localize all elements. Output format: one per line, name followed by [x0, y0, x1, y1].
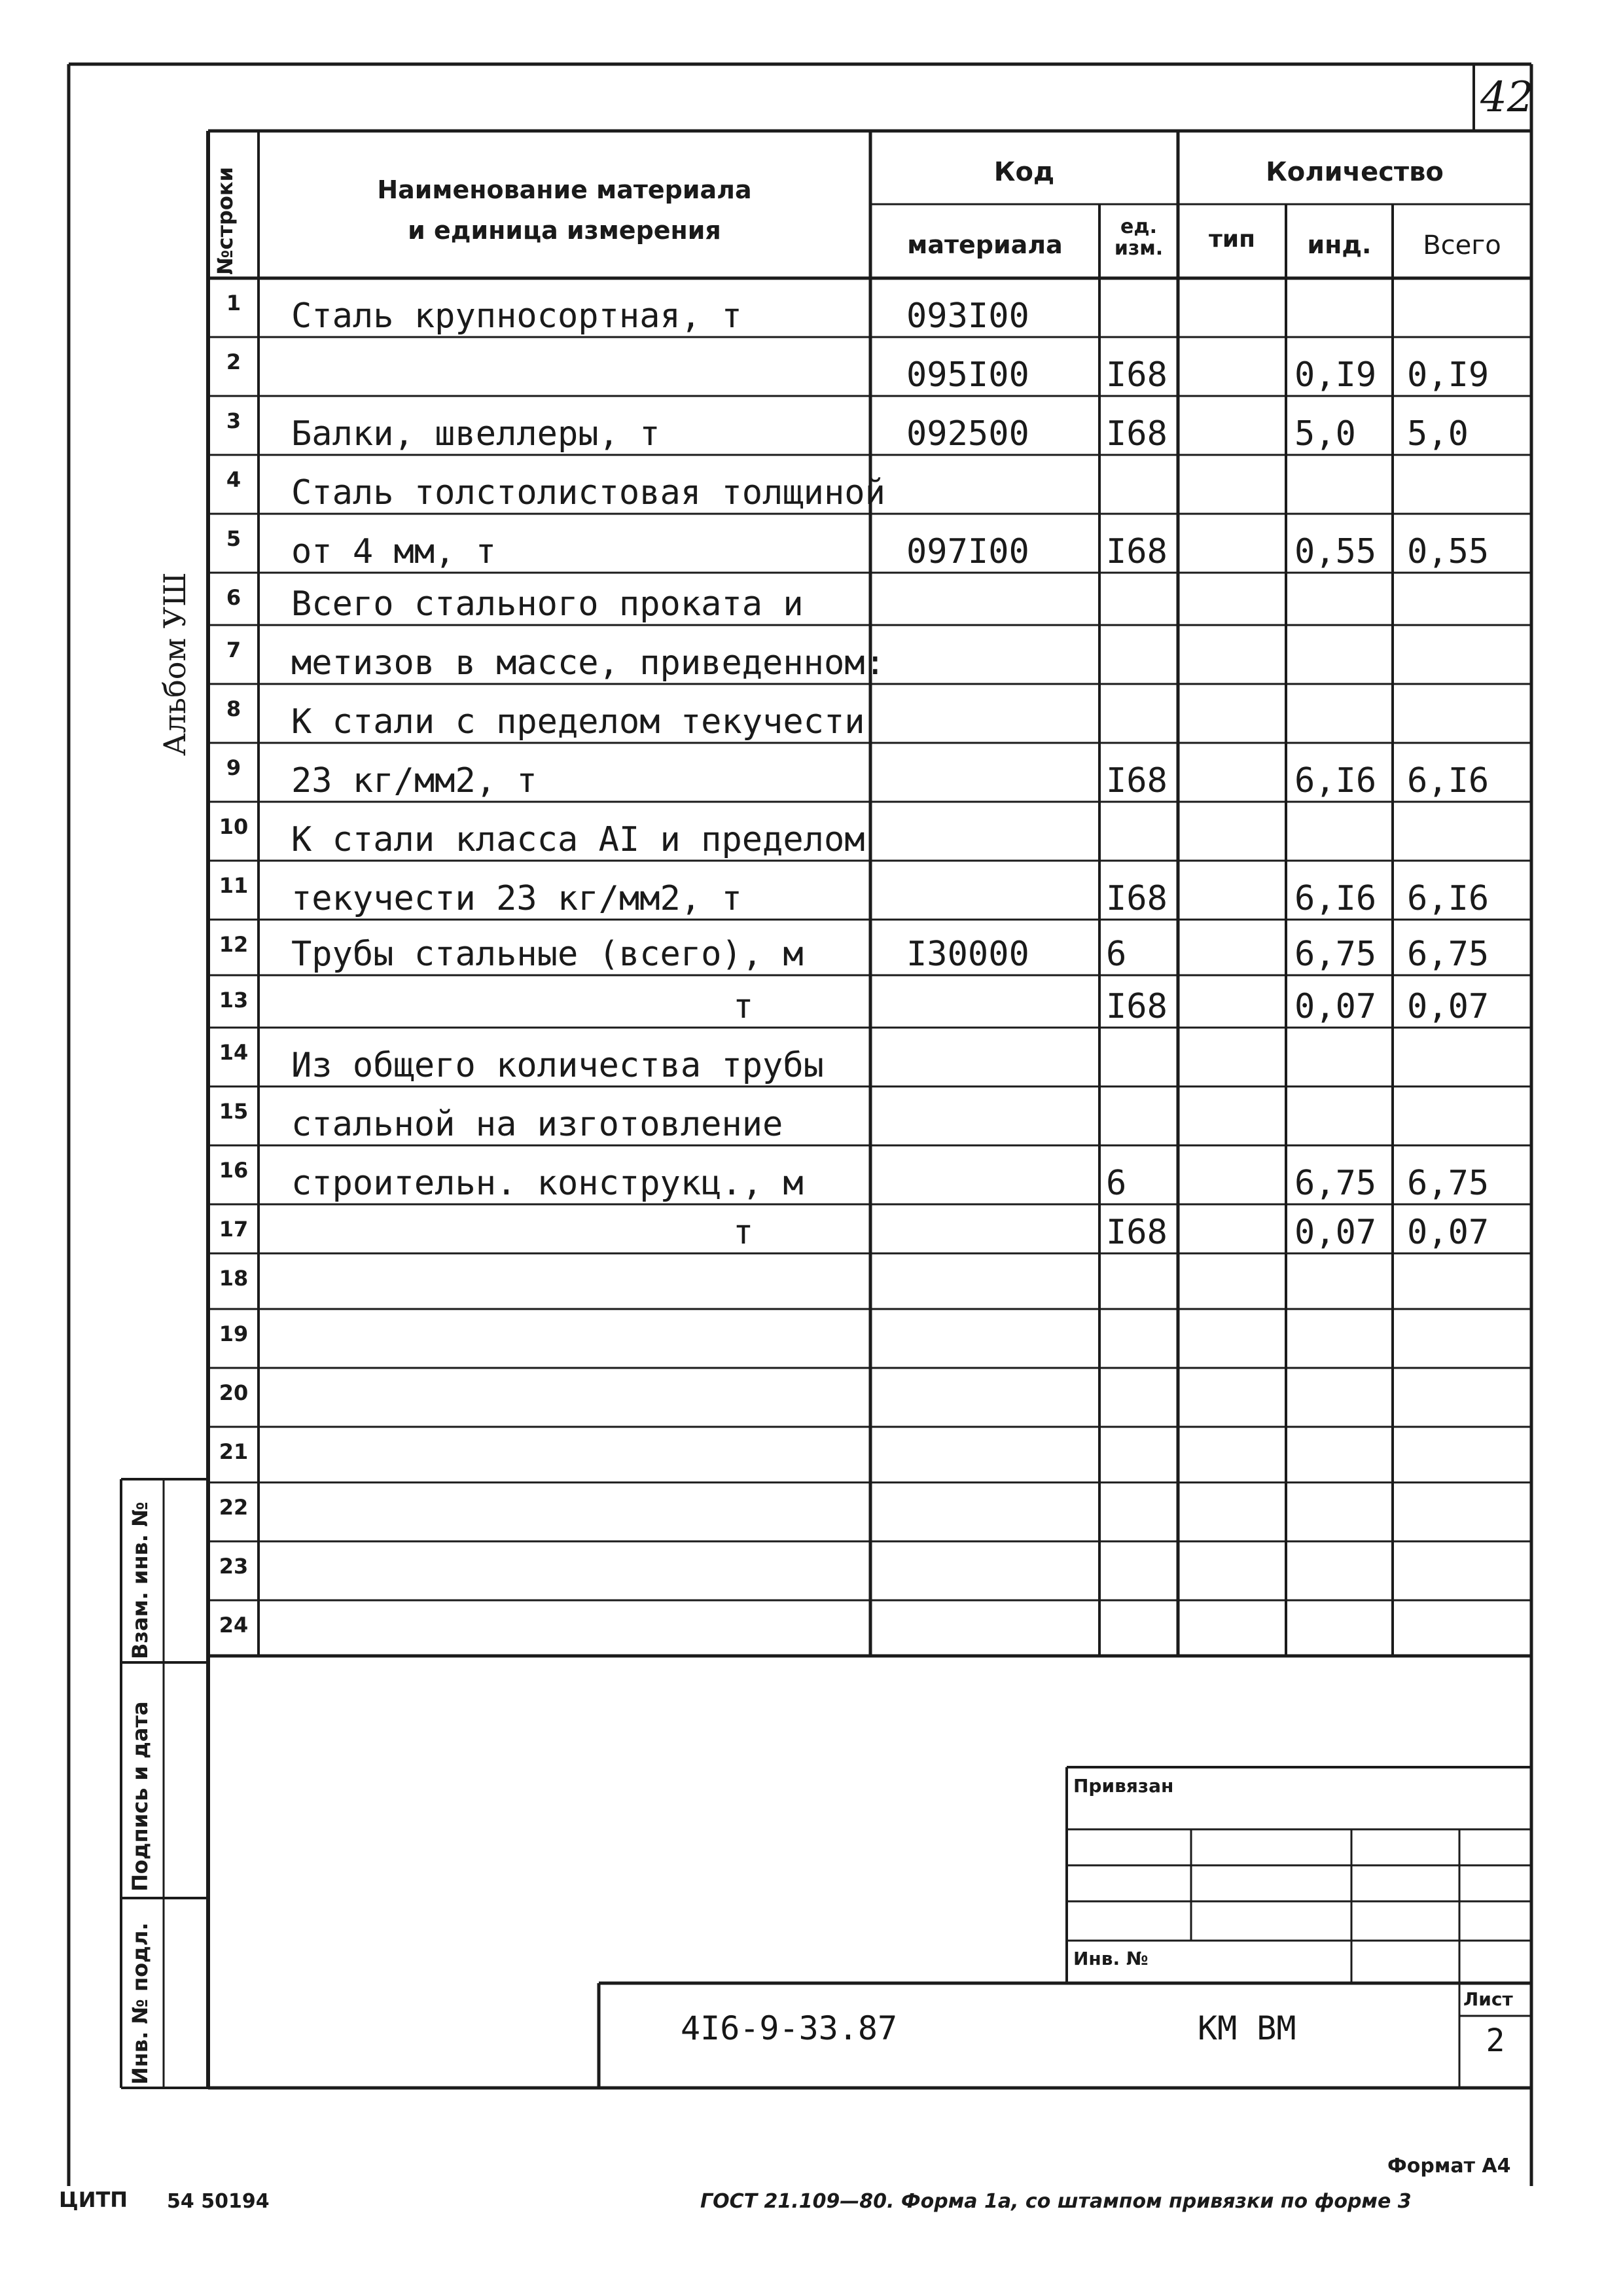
row-total: 6,I6 — [1407, 761, 1489, 800]
row-number: 8 — [226, 696, 241, 721]
row-number: 24 — [219, 1613, 249, 1638]
row-ind: 0,07 — [1294, 987, 1377, 1026]
row-ind: 5,0 — [1294, 414, 1356, 454]
row-number: 22 — [219, 1495, 249, 1520]
row-name: Сталь толстолистовая толщиной — [291, 473, 885, 512]
row-name: метизов в массе, приведенном: — [291, 643, 885, 683]
row-number: 15 — [219, 1099, 249, 1124]
row-code: 097I00 — [906, 532, 1029, 571]
row-ind: 6,I6 — [1294, 761, 1377, 800]
row-total: 5,0 — [1407, 414, 1469, 454]
order-number: 54 50194 — [167, 2190, 270, 2213]
row-total: 6,75 — [1407, 935, 1489, 974]
row-number: 17 — [219, 1217, 249, 1242]
header-name-line1: Наименование материала — [377, 175, 752, 204]
stamp-privyazan: Привязан — [1073, 1775, 1174, 1797]
row-number: 2 — [226, 350, 241, 374]
row-name: Трубы стальные (всего), м — [291, 935, 804, 974]
row-name: т — [733, 1213, 754, 1252]
row-unit: I68 — [1106, 1213, 1168, 1252]
row-name: Балки, швеллеры, т — [291, 414, 660, 454]
side-label-inv-podl: Инв. № подл. — [128, 1922, 152, 2085]
row-total: 0,07 — [1407, 1213, 1489, 1252]
row-name: Всего стального проката и — [291, 584, 804, 624]
row-name: текучести 23 кг/мм2, т — [291, 879, 742, 918]
doc-code: 4I6-9-33.87 — [681, 2009, 898, 2047]
row-number: 14 — [219, 1040, 249, 1065]
row-number: 19 — [219, 1321, 249, 1346]
row-number: 9 — [226, 755, 241, 780]
row-total: 0,I9 — [1407, 355, 1489, 395]
row-name: 23 кг/мм2, т — [291, 761, 537, 800]
citp-label: ЦИТП — [59, 2187, 128, 2212]
row-unit: 6 — [1106, 1164, 1127, 1203]
row-total: 6,75 — [1407, 1164, 1489, 1203]
side-label-zam-inv: Взам. инв. № — [128, 1501, 152, 1659]
row-ind: 0,55 — [1294, 532, 1377, 571]
header-qty-type: тип — [1209, 226, 1255, 253]
header-qty-ind: инд. — [1307, 230, 1372, 259]
page-number: 42 — [1480, 73, 1534, 122]
row-code: 093I00 — [906, 296, 1029, 336]
row-number: 23 — [219, 1554, 249, 1579]
row-unit: I68 — [1106, 532, 1168, 571]
sheet-label: Лист — [1463, 1988, 1513, 2010]
row-number: 13 — [219, 988, 249, 1013]
header-qty-group: Количество — [1266, 157, 1444, 187]
album-label: Альбом УШ — [157, 572, 192, 756]
row-number: 4 — [226, 467, 241, 492]
row-name: Из общего количества трубы — [291, 1046, 824, 1085]
row-total: 0,07 — [1407, 987, 1489, 1026]
row-ind: 6,75 — [1294, 935, 1377, 974]
header-qty-total: Всего — [1423, 230, 1501, 260]
row-name: К стали класса AI и пределом — [291, 820, 865, 859]
row-number: 7 — [226, 637, 241, 662]
row-number: 20 — [219, 1380, 249, 1405]
row-unit: I68 — [1106, 355, 1168, 395]
row-ind: 0,I9 — [1294, 355, 1377, 395]
row-number: 16 — [219, 1158, 249, 1183]
row-code: I30000 — [906, 935, 1029, 974]
row-name: т — [733, 987, 754, 1026]
header-code-material: материала — [907, 230, 1063, 259]
row-number: 5 — [226, 526, 241, 551]
header-code-unit: ед. изм. — [1114, 215, 1164, 260]
row-total: 0,55 — [1407, 532, 1489, 571]
row-ind: 6,75 — [1294, 1164, 1377, 1203]
row-unit: 6 — [1106, 935, 1127, 974]
sheet-number: 2 — [1486, 2022, 1505, 2059]
side-label-podpis: Подпись и дата — [128, 1701, 152, 1892]
row-name: К стали с пределом текучести — [291, 702, 865, 742]
row-total: 6,I6 — [1407, 879, 1489, 918]
row-number: 21 — [219, 1439, 249, 1464]
row-ind: 0,07 — [1294, 1213, 1377, 1252]
row-code: 092500 — [906, 414, 1029, 454]
row-unit: I68 — [1106, 879, 1168, 918]
row-name: стальной на изготовление — [291, 1105, 783, 1144]
row-unit: I68 — [1106, 414, 1168, 454]
row-number: 11 — [219, 873, 249, 898]
row-name: Сталь крупносортная, т — [291, 296, 742, 336]
doc-mark: КМ ВМ — [1198, 2009, 1296, 2047]
row-number: 1 — [226, 291, 241, 315]
row-name: строительн. конструкц., м — [291, 1164, 804, 1203]
stamp-inv-no: Инв. № — [1073, 1948, 1149, 1969]
row-code: 095I00 — [906, 355, 1029, 395]
row-number: 10 — [219, 814, 249, 839]
gost-note: ГОСТ 21.109—80. Форма 1а, со штампом привязки по форме 3 — [700, 2190, 1412, 2213]
header-code-group: Код — [993, 157, 1055, 187]
row-number: 12 — [219, 932, 249, 957]
row-number: 18 — [219, 1266, 249, 1291]
row-name: от 4 мм, т — [291, 532, 497, 571]
row-unit: I68 — [1106, 761, 1168, 800]
format-label: Формат А4 — [1387, 2155, 1511, 2178]
row-number: 6 — [226, 585, 241, 610]
row-number: 3 — [226, 408, 241, 433]
header-row-number: №строки — [213, 166, 238, 275]
row-unit: I68 — [1106, 987, 1168, 1026]
row-ind: 6,I6 — [1294, 879, 1377, 918]
header-name-line2: и единица измерения — [408, 216, 721, 245]
